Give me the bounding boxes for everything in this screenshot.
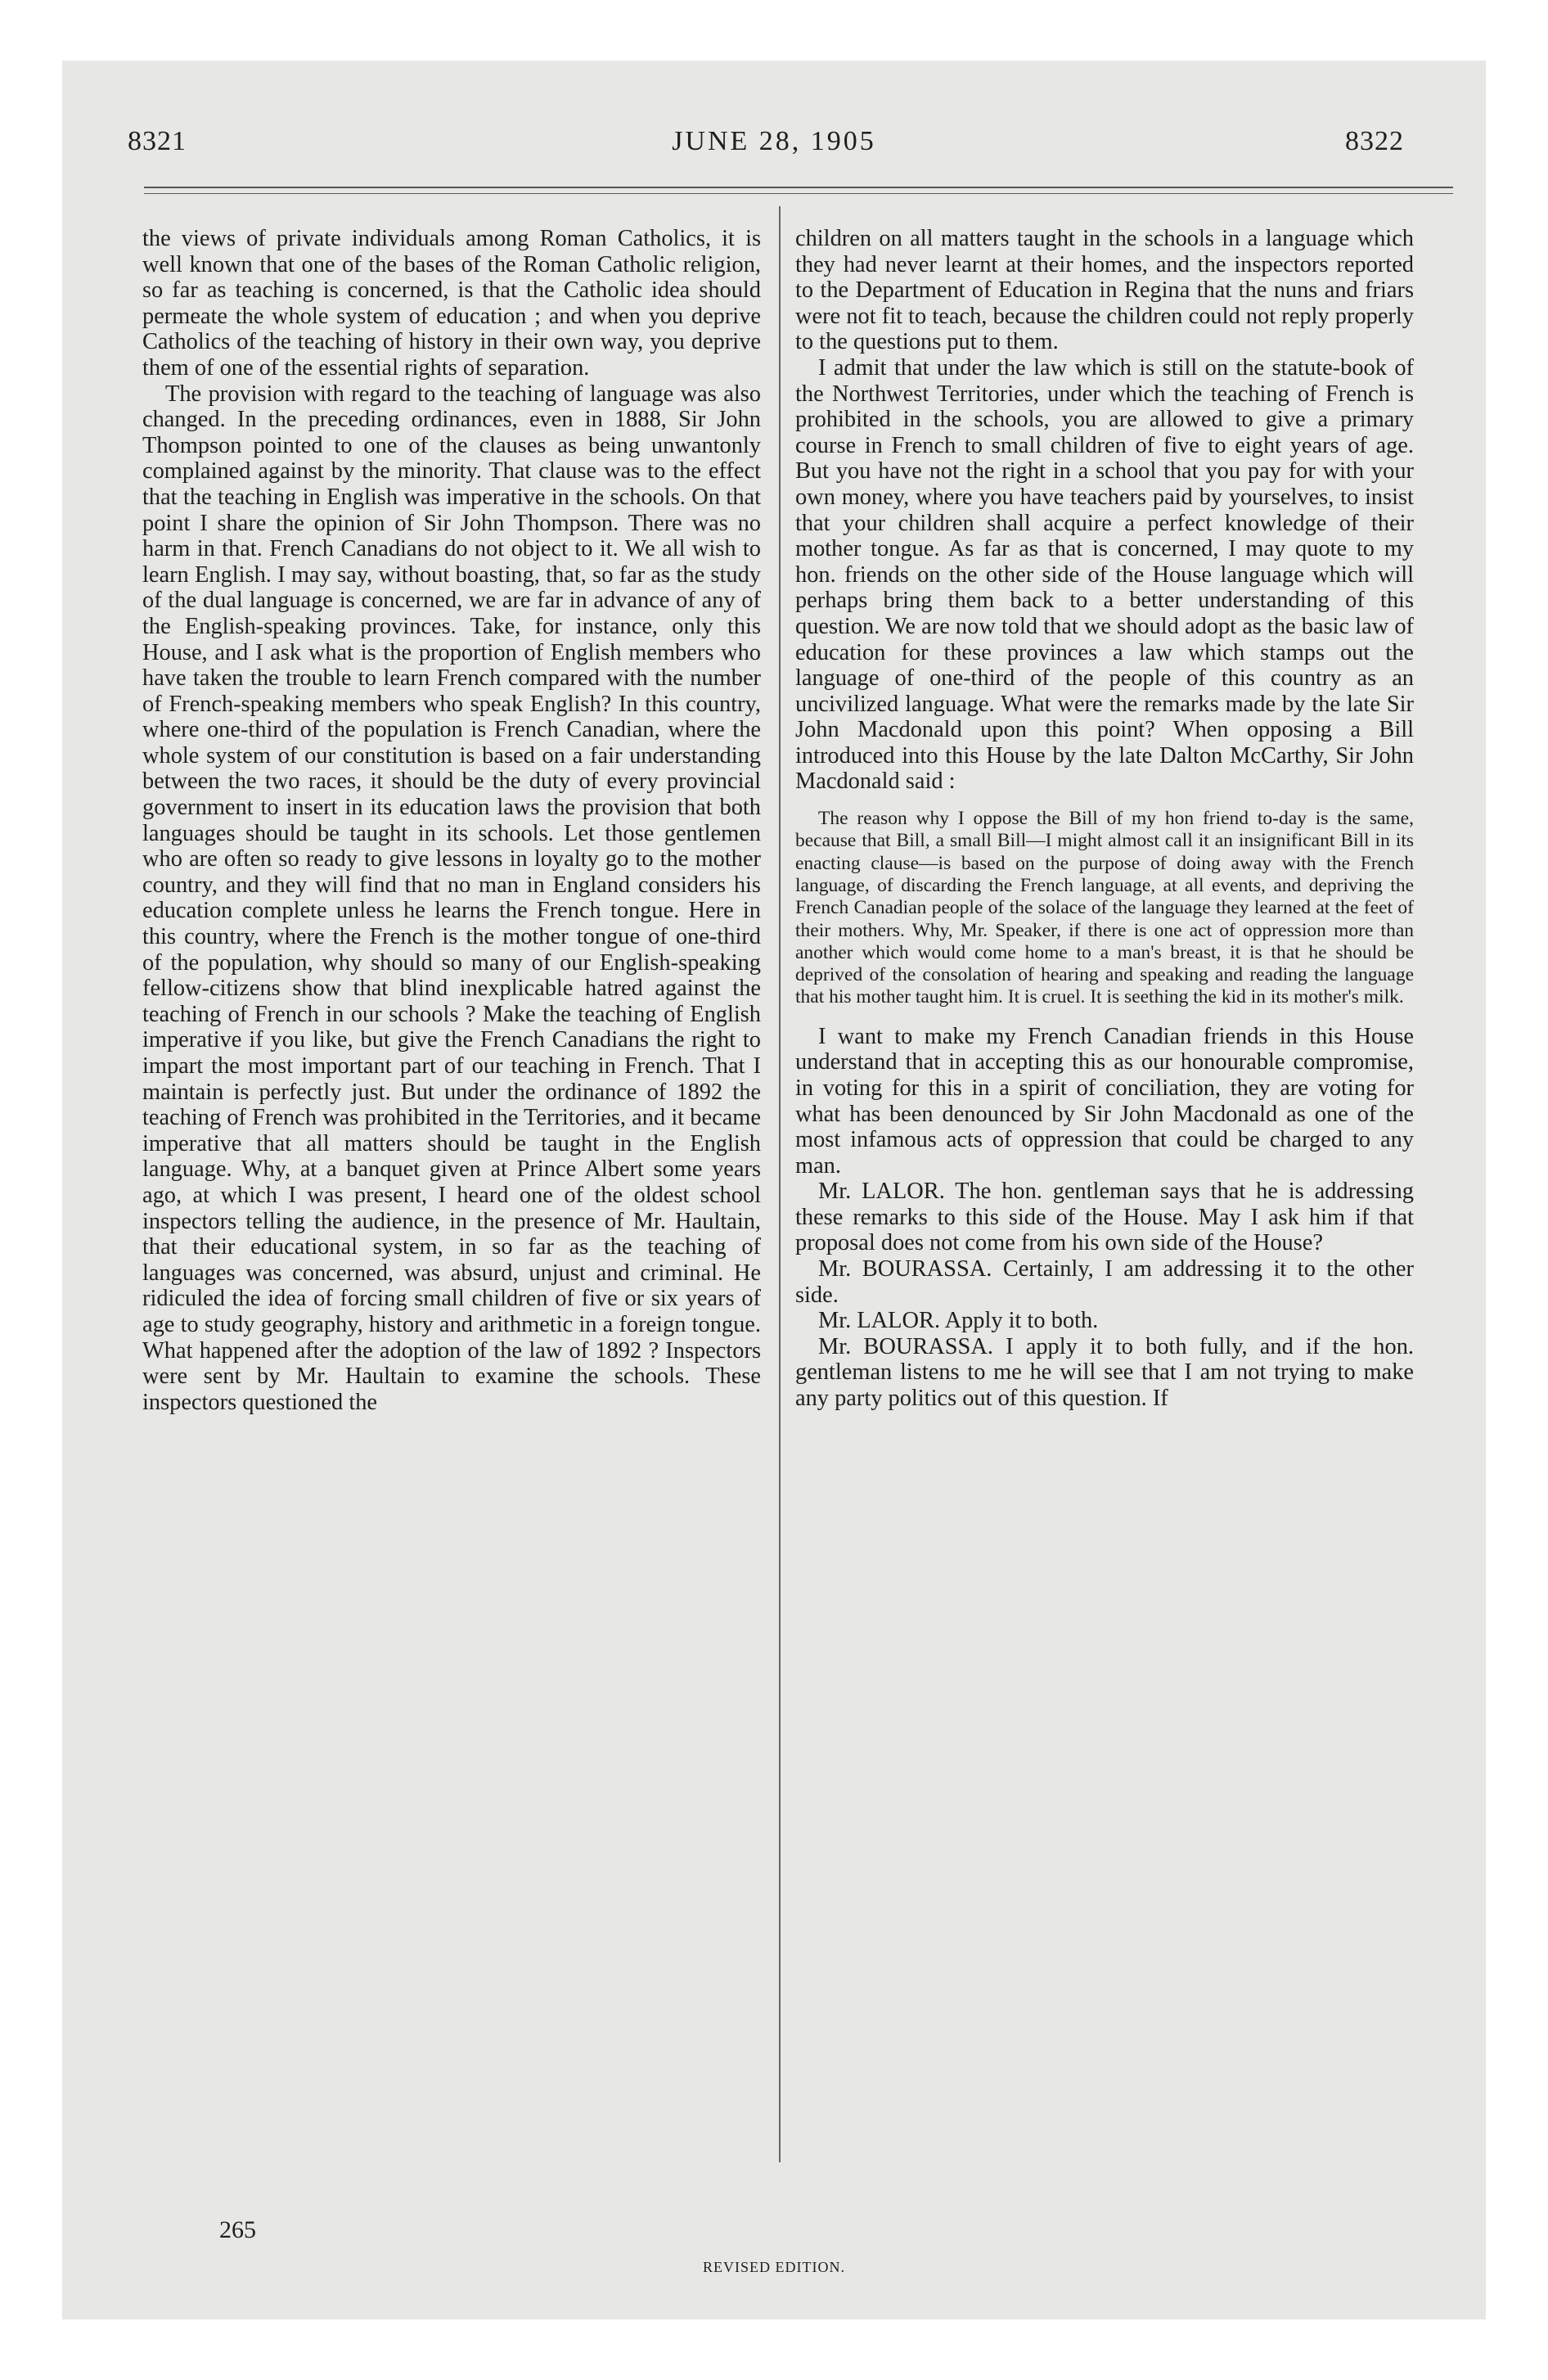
speaker-paragraph: Mr. LALOR. The hon. gentleman says that he is addressing these remarks to this side of the House. May I ask him if that proposal does not come from his own side of the House? [795, 1179, 1414, 1256]
page-number-left: 8321 [128, 126, 187, 156]
left-column [142, 226, 761, 1415]
speaker-paragraph: Mr. BOURASSA. Certainly, I am addressing it to the other side. [795, 1256, 1414, 1308]
right-column [795, 226, 1414, 1412]
speaker-paragraph: Mr. BOURASSA. I apply it to both fully, and if the hon. gentleman listens to me he will see that I am not trying to make any party politics out of this question. If [795, 1333, 1414, 1412]
paragraph: children on all matters taught in the schools in a language which they had never learnt at their homes, and the inspectors reported to the Department of Education in Regina that the nuns and friars were not fit to teach, because the children could not reply properly to the questions put to them. [795, 226, 1414, 355]
header-rule [144, 187, 1453, 188]
page-date: JUNE 28, 1905 [672, 126, 876, 156]
speaker-paragraph: Mr. LALOR. Apply it to both. [818, 1308, 1099, 1334]
paragraph: I want to make my French Canadian friends in this House understand that in accepting this as our honourable compromise, in voting for this in a spirit of conciliation, they are voting for what has been denounced by Sir John Macdonald as one of the most infamous acts of oppression that could be charged to any man. [795, 1023, 1414, 1179]
header-rule-thin [144, 193, 1453, 194]
column-divider [779, 206, 781, 2162]
paragraph: the views of private individuals among Roman Catholics, it is well known that one of the bases of the Roman Catholic religion, so far as teaching is concerned, is that the Catholic idea should permeate the whole system of education ; and when you deprive Catholics of the teaching of history in their own way, you deprive them of one of the essential rights of separation. [142, 226, 761, 381]
edition-note: REVISED EDITION. [703, 2259, 845, 2275]
block-quote: The reason why I oppose the Bill of my hon friend to-day is the same, because that Bill, a small Bill—I might almost call it an insignificant Bill in its enacting clause—is based on the purpose of doing away with the French language, of discarding the French language, at all events, and depriving the French Canadian people of the solace of the language they learned at the feet of their mothers. Why, Mr. Speaker, if there is one act of oppression more than another which would come home to a man's breast, it is that he should be deprived of the consolation of hearing and speaking and reading the language that his mother taught him. It is cruel. It is seething the kid in its mother's milk. [795, 808, 1414, 1008]
document-page [62, 61, 1486, 2319]
folio-number: 265 [219, 2216, 256, 2243]
paragraph: I admit that under the law which is still on the statute-book of the Northwest Territories, under which the teaching of French is prohibited in the schools, you are allowed to give a primary course in French to small children of five to eight years of age. But you have not the right in a school that you pay for with your own money, where you have teachers paid by yourselves, to insist that your children shall acquire a perfect knowledge of their mother tongue. As far as that is concerned, I may quote to my hon. friends on the other side of the House language which will perhaps bring them back to a better understanding of this question. We are now told that we should adopt as the basic law of education for these provinces a law which stamps out the language of one-third of the people of this country as an uncivilized language. What were the remarks made by the late Sir John Macdonald upon this point? When opposing a Bill introduced into this House by the late Dalton McCarthy, Sir John Macdonald said : [795, 354, 1414, 795]
page-number-right: 8322 [1345, 126, 1404, 156]
paragraph: The provision with regard to the teaching of language was also changed. In the preceding ordinances, even in 1888, Sir John Thompson pointed to one of the clauses as being unwantonly complained against by the minority. That clause was to the effect that the teaching in English was imperative in the schools. On that point I share the opinion of Sir John Thompson. There was no harm in that. French Canadians do not object to it. We all wish to learn English. I may say, without boasting, that, so far as the study of the dual language is concerned, we are far in advance of any of the English-speaking provinces. Take, for instance, only this House, and I ask what is the proportion of English members who have taken the trouble to learn French compared with the number of French-speaking members who speak English? In this country, where one-third of the population is French Canadian, where the whole system of our constitution is based on a fair understanding between the two races, it should be the duty of every provincial government to insert in its education laws the provision that both languages should be taught in its schools. Let those gentlemen who are often so ready to give lessons in loyalty go to the mother country, and they will find that no man in England considers his education complete unless he learns the French tongue. Here in this country, where the French is the mother tongue of one-third of the population, why should so many of our English-speaking fellow-citizens show that blind inexplicable hatred against the teaching of French in our schools ? Make the teaching of English imperative if you like, but give the French Canadians the right to impart the most important part of our teaching in French. That I maintain is perfectly just. But under the ordinance of 1892 the teaching of French was prohibited in the Territories, and it became imperative that all matters should be taught in the English language. Why, at a banquet given at Prince Albert some years ago, at which I was present, I heard one of the oldest school inspectors telling the audience, in the presence of Mr. Haultain, that their educational system, in so far as the teaching of languages was concerned, was absurd, unjust and criminal. He ridiculed the idea of forcing small children of five or six years of age to study geography, history and arithmetic in a foreign tongue. What happened after the adoption of the law of 1892 ? Inspectors were sent by Mr. Haultain to examine the schools. These inspectors questioned the [142, 381, 761, 1415]
